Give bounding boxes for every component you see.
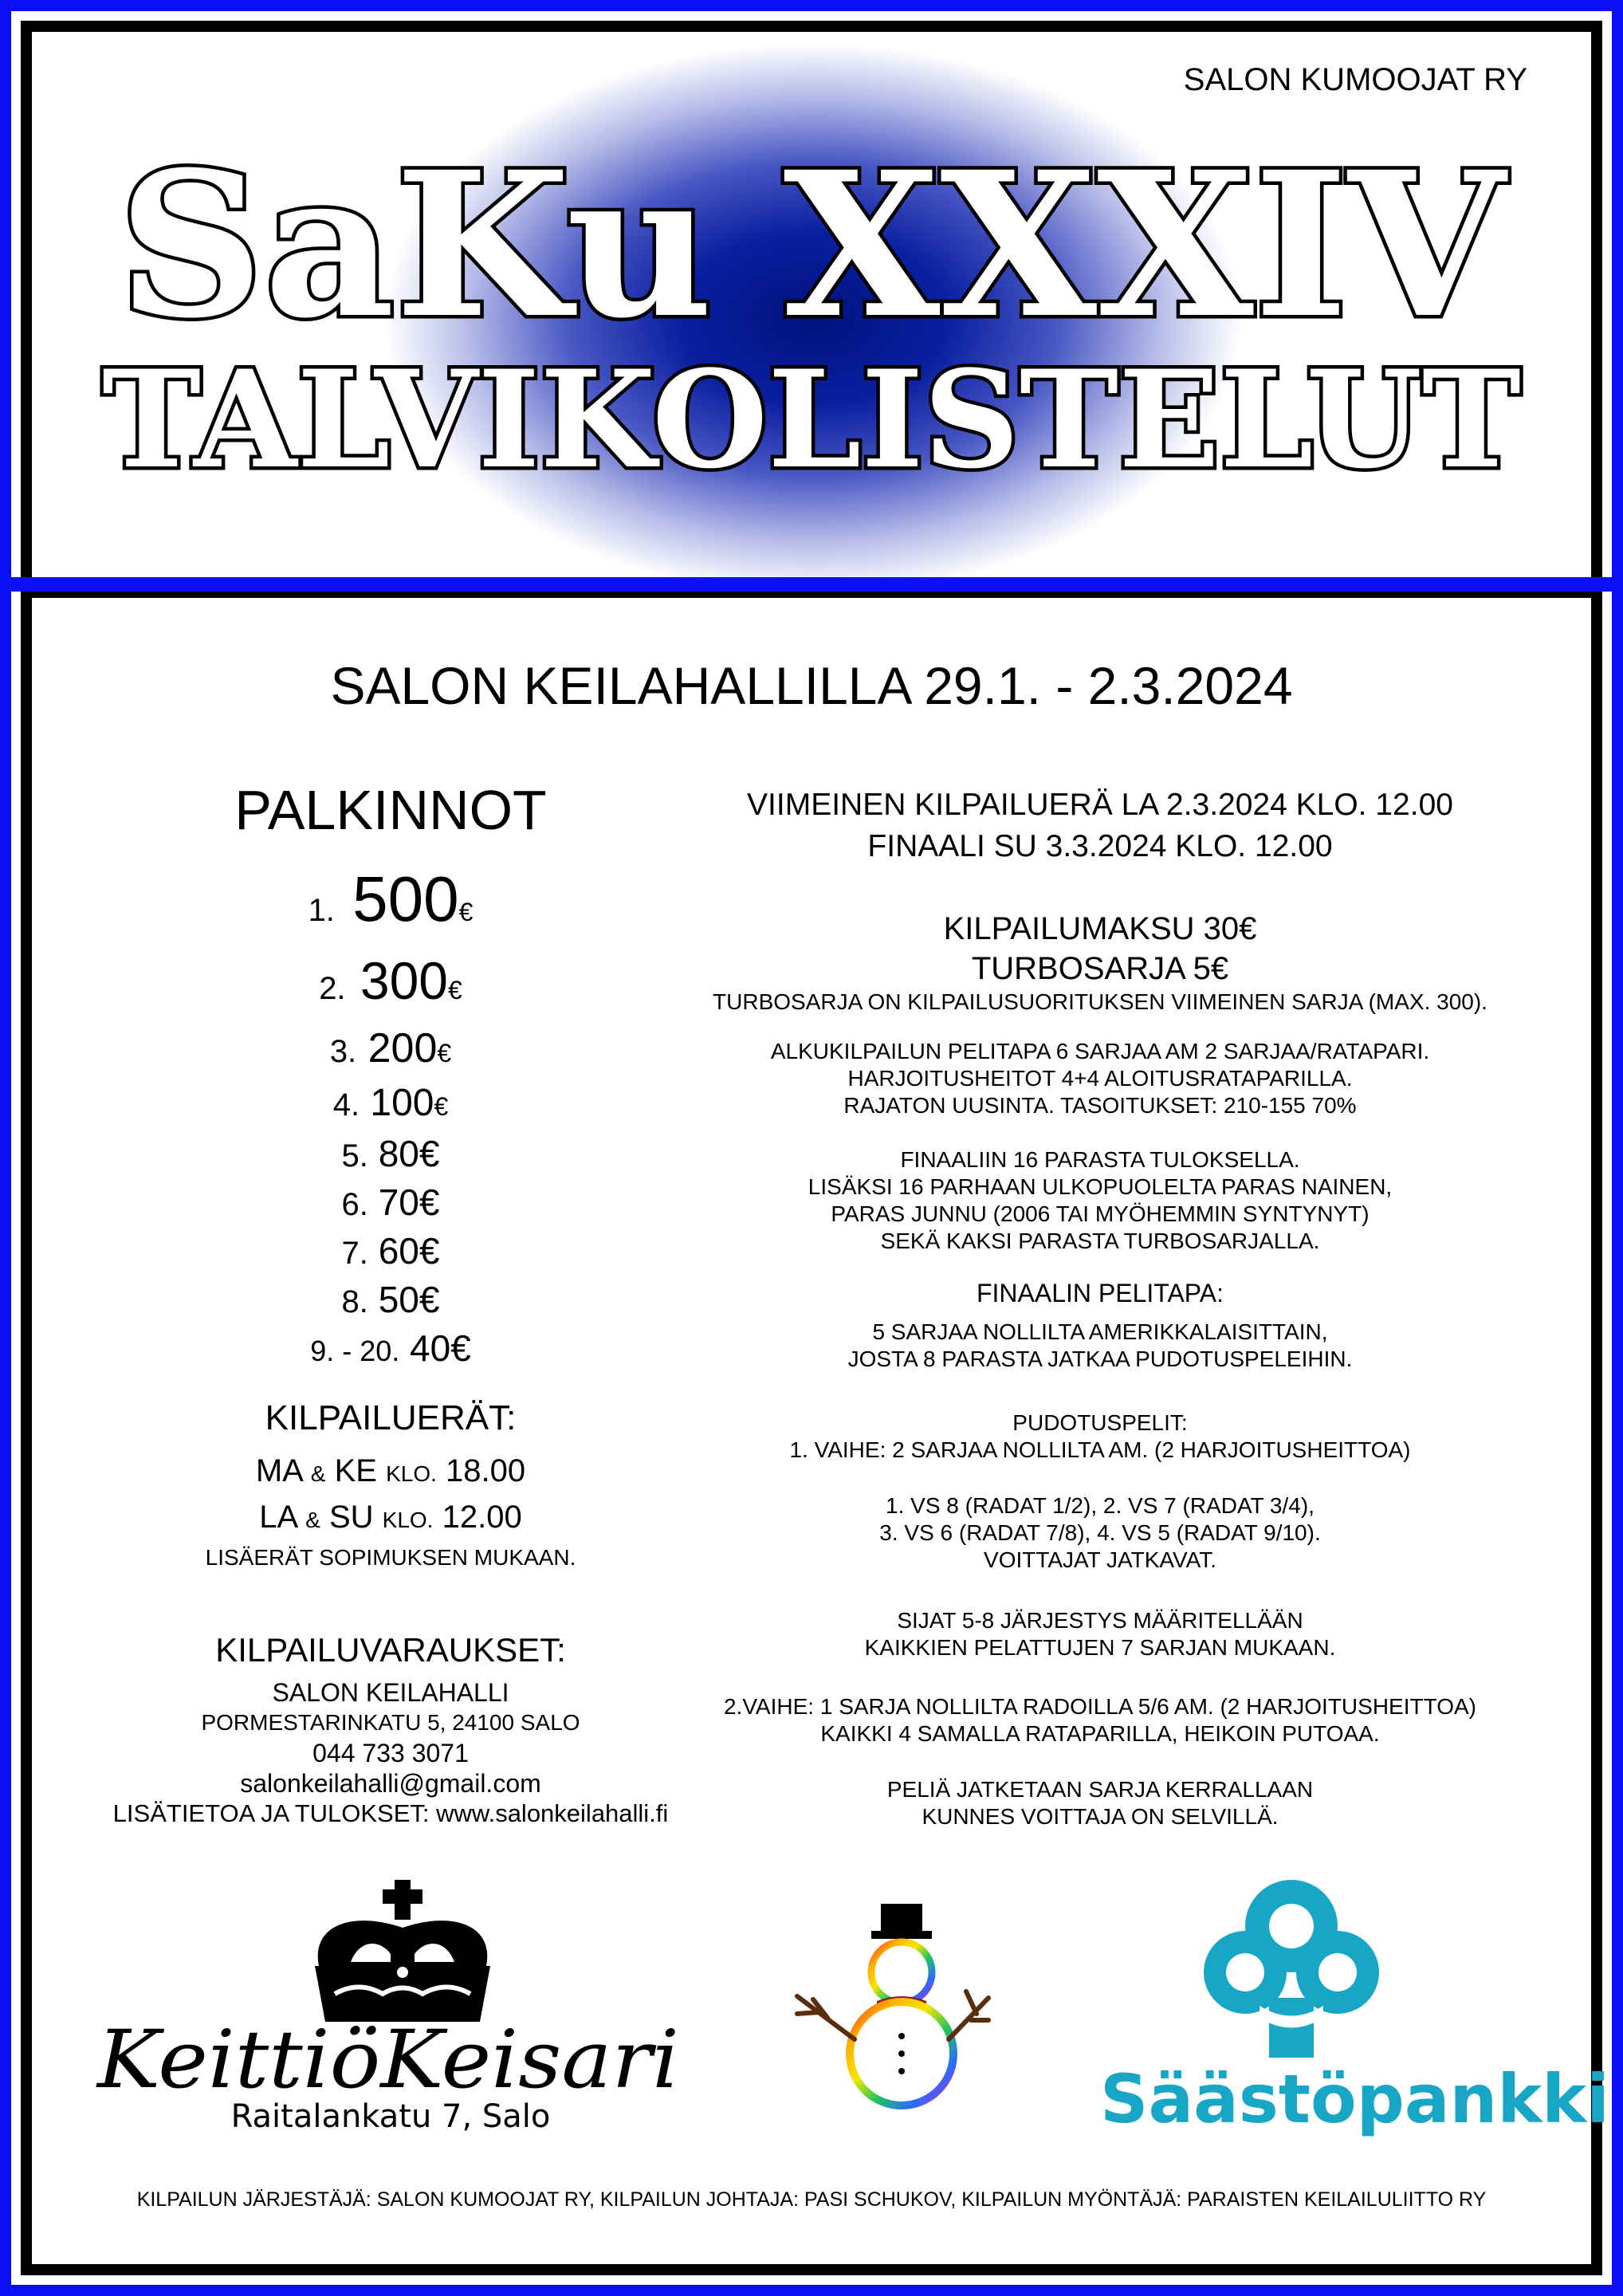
venue-name: SALON KEILAHALLI — [272, 1678, 509, 1707]
prize-item: 4. 100€ — [332, 1082, 449, 1124]
extra-rounds: LISÄERÄT SOPIMUKSEN MUKAAN. — [205, 1545, 576, 1570]
prelim-rules: ALKUKILPAILUN PELITAPA 6 SARJAA AM 2 SARJAA/RATAPARI. HARJOITUSHEITOT 4+4 ALOITUSRATAPARILLA. RAJATON UUSINTA. TASOITUKSET: 210-155 70% — [770, 1039, 1430, 1118]
snowman-icon — [789, 1902, 996, 2117]
footer-credits: KILPAILUN JÄRJESTÄJÄ: SALON KUMOOJAT RY, KILPAILUN JOHTAJA: PASI SCHUKOV, KILPAILUN MYÖNTÄJÄ: PARAISTEN KEILAILULIITTO RY — [136, 2188, 1487, 2211]
turbo-note: TURBOSARJA ON KILPAILUSUORITUKSEN VIIMEINEN SARJA (MAX. 300). — [713, 989, 1487, 1014]
header-divider-inner — [21, 592, 1602, 598]
title-graphic — [32, 104, 1591, 502]
title-line2: TALVIKOLISTELUT — [102, 340, 1521, 498]
event-dates: SALON KEILAHALLILLA 29.1. - 2.3.2024 — [330, 656, 1293, 715]
prize-item: 2. 300€ — [319, 951, 462, 1010]
prizes-heading: PALKINNOT — [234, 779, 547, 841]
final-format: 5 SARJAA NOLLILTA AMERIKKALAISITTAIN, JOSTA 8 PARASTA JATKAA PUDOTUSPELEIHIN. — [847, 1319, 1353, 1371]
bank-name: Säästöpankki — [1100, 2060, 1609, 2138]
final-format-heading: FINAALIN PELITAPA: — [976, 1279, 1224, 1307]
continue-rules: PELIÄ JATKETAAN SARJA KERRALLAAN KUNNES VOITTAJA ON SELVILLÄ. — [886, 1777, 1314, 1829]
phase2-rules: 2.VAIHE: 1 SARJA NOLLILTA RADOILLA 5/6 AM. (2 HARJOITUSHEITTOA) KAIKKI 4 SAMALLA RATAPARILLA, HEIKOIN PUTOAA. — [723, 1694, 1476, 1746]
reservations-details — [88, 1677, 694, 1829]
rounds-line-weekend: LA & SU KLO. 12.00 — [259, 1500, 522, 1535]
final-date: FINAALI SU 3.3.2024 KLO. 12.00 — [867, 829, 1333, 863]
venue-phone: 044 733 3071 — [312, 1739, 469, 1767]
schedule — [670, 784, 1531, 867]
final-qualification: FINAALIIN 16 PARASTA TULOKSELLA. LISÄKSI 16 PARHAAN ULKOPUOLELTA PARAS NAINEN, PARAS JUNNU (2006 TAI MYÖHEMMIN SYNTYNYT) SEKÄ KAKSI PARASTA TURBOSARJALLA. — [808, 1147, 1393, 1253]
venue-website: LISÄTIETOA JA TULOKSET: www.salonkeilahalli.fi — [112, 1799, 669, 1827]
venue-address: PORMESTARINKATU 5, 24100 SALO — [201, 1710, 580, 1735]
entry-fee: KILPAILUMAKSU 30€ — [943, 911, 1257, 946]
title-line1: SaKu XXXIV — [118, 128, 1509, 362]
crown-icon — [303, 1878, 502, 2030]
header-divider — [0, 577, 1623, 592]
knockout-rules: PUDOTUSPELIT: 1. VAIHE: 2 SARJAA NOLLILTA AM. (2 HARJOITUSHEITTOA) — [789, 1410, 1411, 1462]
prize-item: 6. 70€ — [341, 1181, 440, 1223]
rounds-line-weekday: MA & KE KLO. 18.00 — [255, 1453, 526, 1488]
rounds-heading: KILPAILUERÄT: — [265, 1398, 517, 1437]
keittio-address: Raitalankatu 7, Salo — [230, 2098, 551, 2135]
venue-email: salonkeilahalli@gmail.com — [240, 1769, 541, 1798]
matchups: 1. VS 8 (RADAT 1/2), 2. VS 7 (RADAT 3/4), 3. VS 6 (RADAT 7/8), 4. VS 5 (RADAT 9/10). VOITTAJAT JATKAVAT. — [879, 1493, 1321, 1572]
last-round: VIIMEINEN KILPAILUERÄ LA 2.3.2024 KLO. 12.00 — [747, 788, 1453, 822]
prize-item: 3. 200€ — [329, 1025, 452, 1071]
organization-name: SALON KUMOOJAT RY — [1183, 62, 1527, 97]
prize-item: 9. - 20. 40€ — [310, 1327, 471, 1369]
prize-item: 7. 60€ — [341, 1230, 440, 1272]
turbo-fee: TURBOSARJA 5€ — [971, 951, 1229, 986]
prize-item: 8. 50€ — [341, 1279, 440, 1320]
keittio-logo — [89, 2017, 687, 2105]
placing-rules: SIJAT 5-8 JÄRJESTYS MÄÄRITELLÄÄN KAIKKIEN PELATTUJEN 7 SARJAN MUKAAN. — [864, 1608, 1336, 1660]
reservations-heading: KILPAILUVARAUKSET: — [215, 1631, 566, 1669]
prize-list — [88, 863, 694, 1374]
prize-item: 1. 500€ — [308, 863, 474, 934]
keittio-name: KeittiöKeisari — [95, 2017, 680, 2105]
tree-icon — [1204, 1878, 1379, 2058]
fees — [670, 909, 1531, 989]
prize-item: 5. 80€ — [341, 1133, 440, 1174]
rounds-times — [88, 1449, 694, 1542]
